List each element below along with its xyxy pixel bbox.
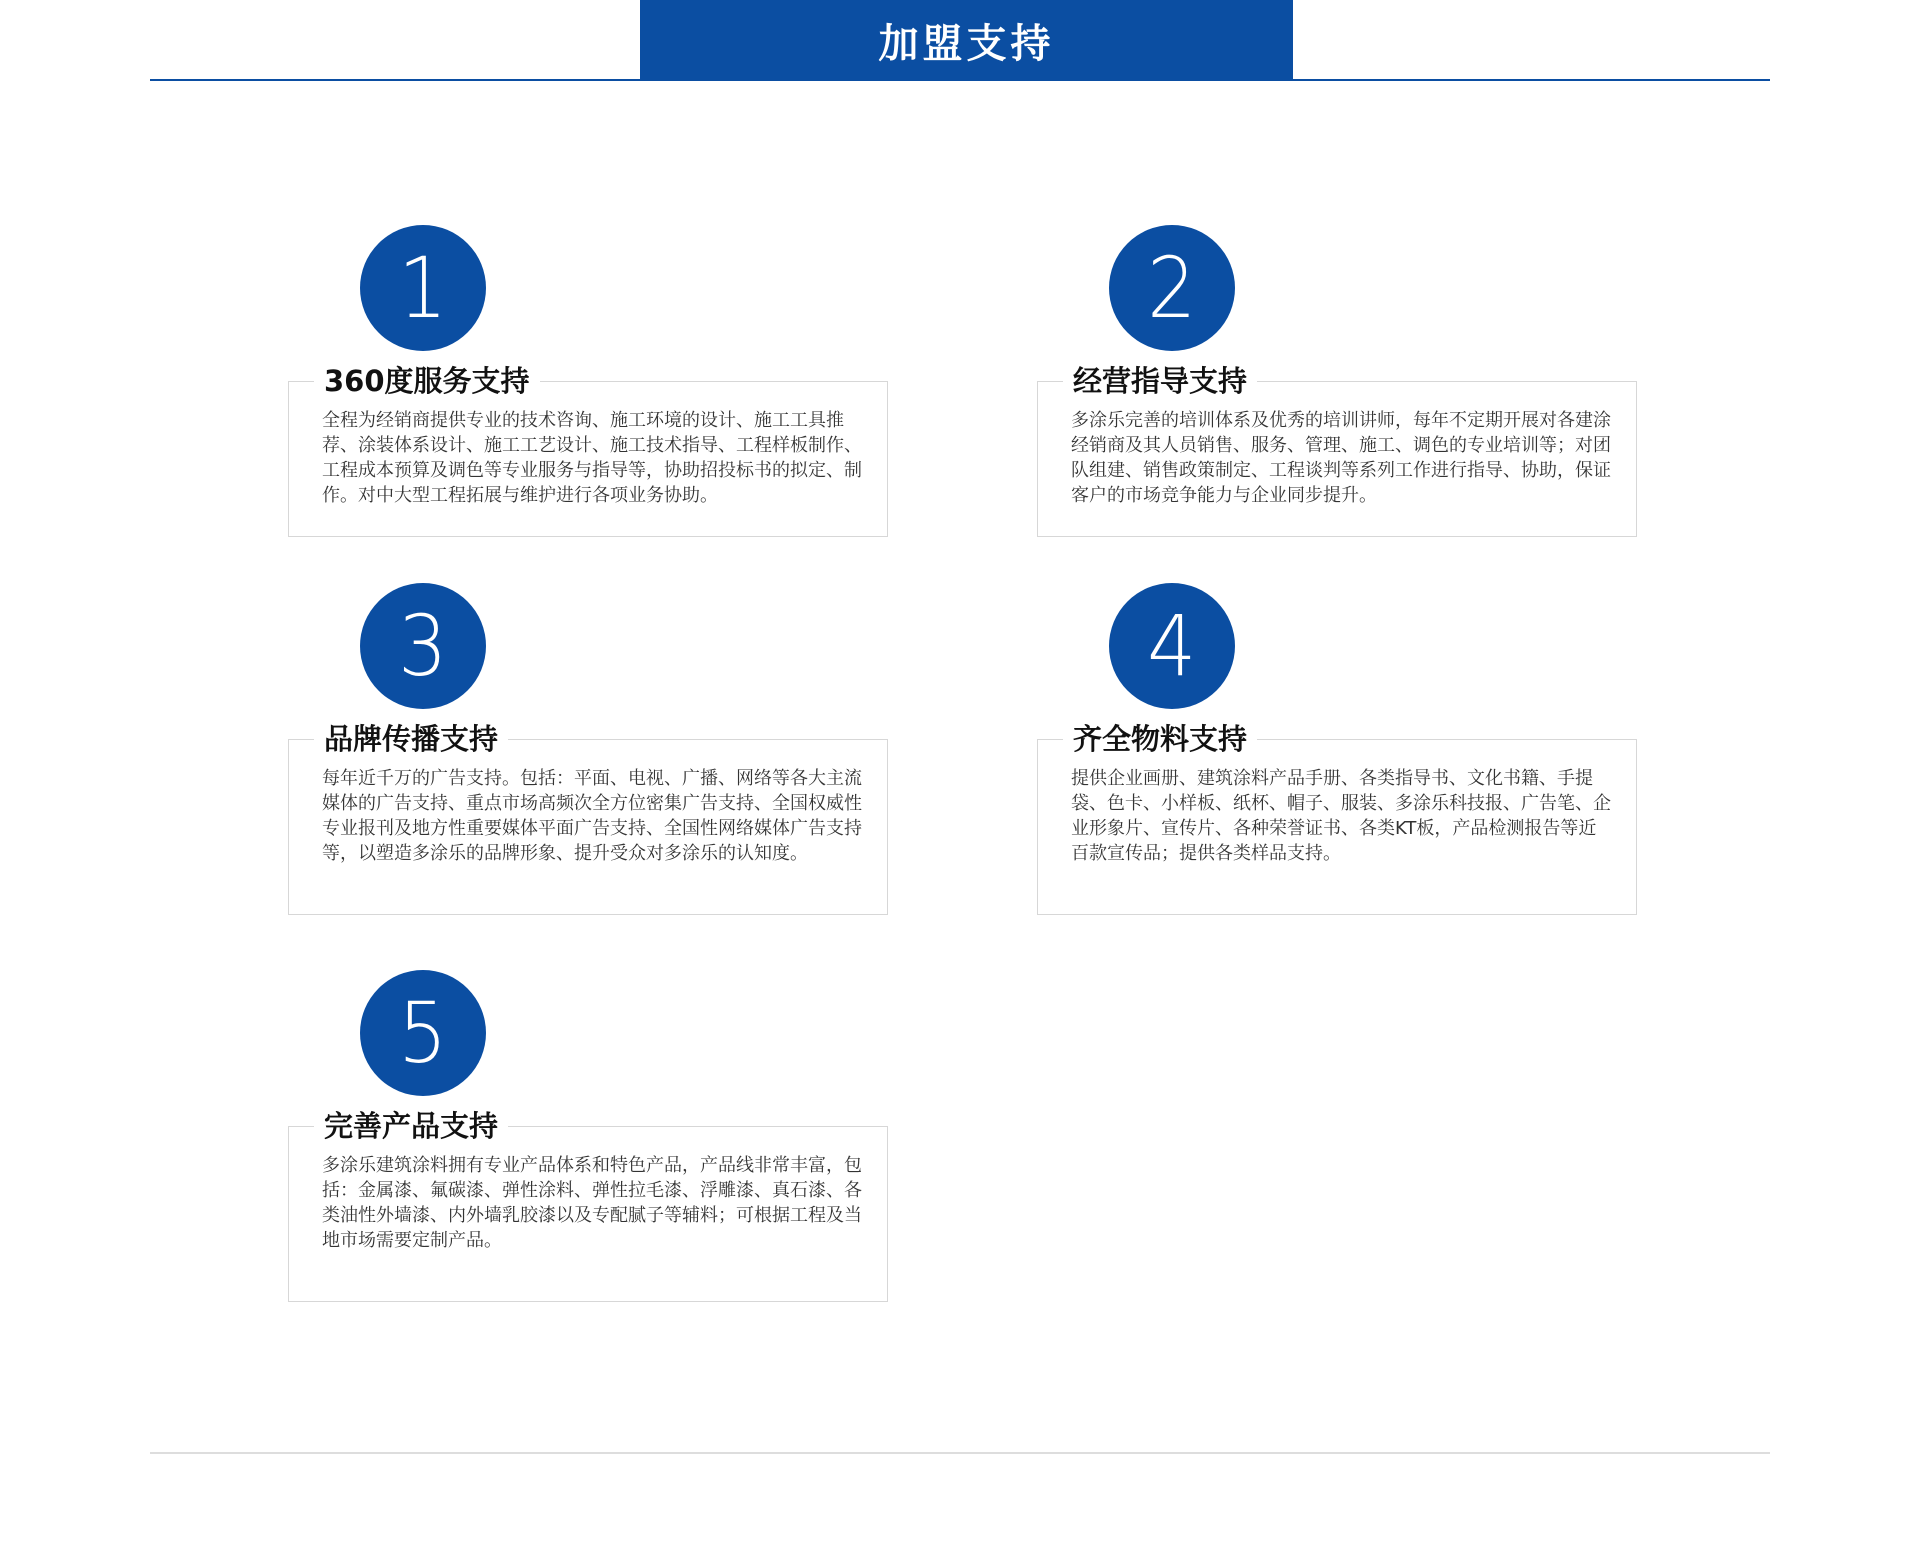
footer-divider <box>150 1452 1770 1454</box>
card-text: 多涂乐建筑涂料拥有专业产品体系和特色产品，产品线非常丰富，包括：金属漆、氟碳漆、弹性涂料、弹性拉毛漆、浮雕漆、真石漆、各类油性外墙漆、内外墙乳胶漆以及专配腻子等辅料；可根据工程及当地市场需要定制产品。 <box>322 1155 862 1251</box>
number-badge <box>1109 225 1235 351</box>
support-card-3 <box>288 583 888 915</box>
number-label: 4 <box>1147 597 1197 695</box>
card-title: 品牌传播支持 <box>314 719 508 759</box>
number-badge <box>360 225 486 351</box>
number-label: 1 <box>398 239 448 337</box>
support-card-5 <box>288 970 888 1302</box>
number-label: 2 <box>1147 239 1197 337</box>
number-label: 5 <box>398 984 448 1082</box>
card-text: 多涂乐完善的培训体系及优秀的培训讲师，每年不定期开展对各建涂经销商及其人员销售、服务、管理、施工、调色的专业培训等；对团队组建、销售政策制定、工程谈判等系列工作进行指导、协助，保证客户的市场竞争能力与企业同步提升。 <box>1071 410 1611 506</box>
card-text: 全程为经销商提供专业的技术咨询、施工环境的设计、施工工具推荐、涂装体系设计、施工工艺设计、施工技术指导、工程样板制作、工程成本预算及调色等专业服务与指导等，协助招投标书的拟定、制作。对中大型工程拓展与维护进行各项业务协助。 <box>322 410 862 506</box>
number-badge <box>360 583 486 709</box>
number-badge <box>360 970 486 1096</box>
card-title: 齐全物料支持 <box>1063 719 1257 759</box>
header-tab <box>640 0 1293 81</box>
card-title: 经营指导支持 <box>1063 361 1257 401</box>
support-card-4 <box>1037 583 1637 915</box>
card-text: 提供企业画册、建筑涂料产品手册、各类指导书、文化书籍、手提袋、色卡、小样板、纸杯、帽子、服装、多涂乐科技报、广告笔、企业形象片、宣传片、各种荣誉证书、各类KT板，产品检测报告等近百款宣传品；提供各类样品支持。 <box>1071 768 1611 864</box>
card-title: 360度服务支持 <box>314 361 540 401</box>
number-badge <box>1109 583 1235 709</box>
card-title: 完善产品支持 <box>314 1106 508 1146</box>
support-card-1 <box>288 225 888 537</box>
page-title: 加盟支持 <box>878 21 1055 67</box>
number-label: 3 <box>398 597 448 695</box>
support-card-2 <box>1037 225 1637 537</box>
card-text: 每年近千万的广告支持。包括：平面、电视、广播、网络等各大主流媒体的广告支持、重点市场高频次全方位密集广告支持、全国权威性专业报刊及地方性重要媒体平面广告支持、全国性网络媒体广告支持等，以塑造多涂乐的品牌形象、提升受众对多涂乐的认知度。 <box>322 768 862 864</box>
